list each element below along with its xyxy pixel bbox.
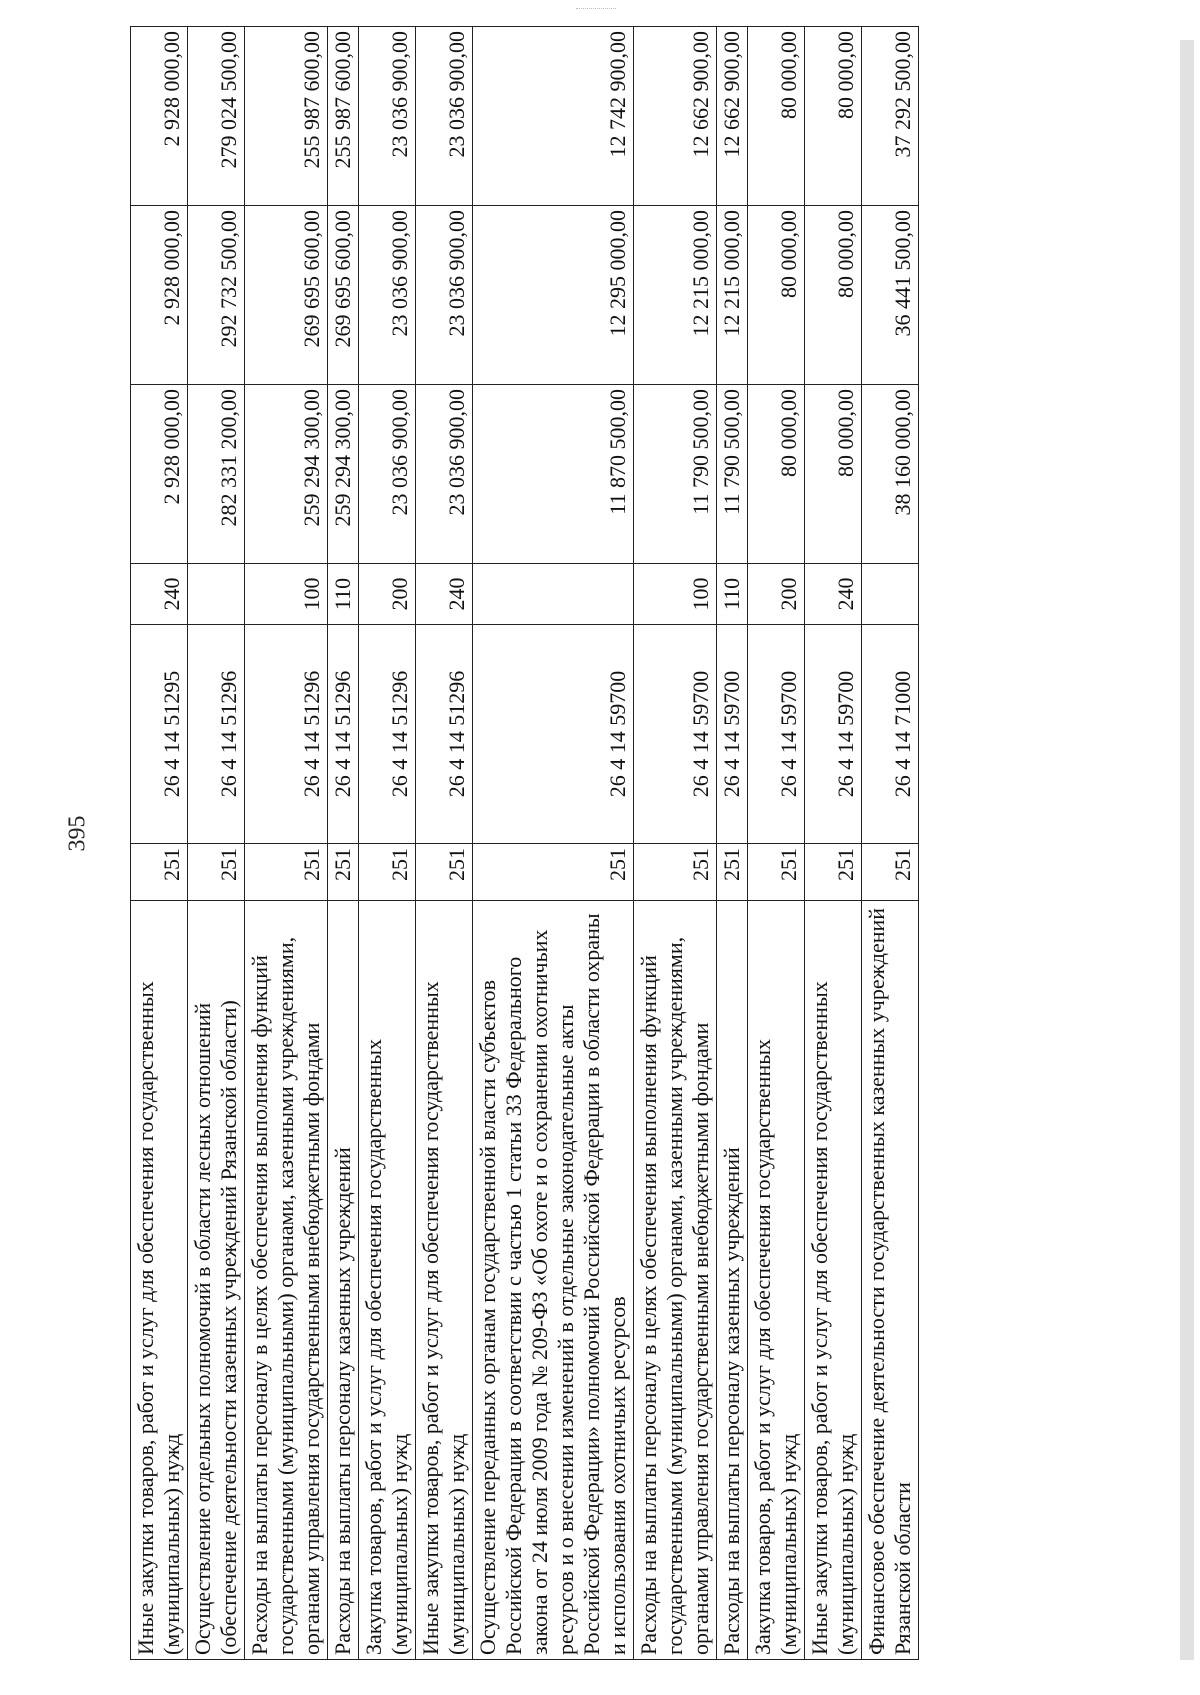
table-row	[862, 27, 919, 1660]
row-name: Иные закупки товаров, работ и услуг для обеспечения государственных (муниципальных) нужд	[131, 901, 188, 1660]
row-gr-code: 251	[748, 844, 805, 901]
row-vr-code: 240	[416, 564, 473, 625]
row-vr-code	[862, 564, 919, 625]
row-vr-code: 200	[748, 564, 805, 625]
row-amount-year3: 12 662 900,00	[634, 27, 717, 206]
budget-table-body	[131, 27, 919, 1660]
scan-edge-artifact	[1180, 40, 1194, 1660]
row-amount-year1: 11 870 500,00	[473, 385, 634, 564]
row-amount-year2: 36 441 500,00	[862, 206, 919, 385]
row-amount-year3: 37 292 500,00	[862, 27, 919, 206]
row-amount-year1: 2 928 000,00	[131, 385, 188, 564]
table-row	[805, 27, 862, 1660]
row-name: Осуществление отдельных полномочий в области лесных отношений (обеспечение деятельности казенных учреждений Рязанской области)	[188, 901, 245, 1660]
row-gr-code: 251	[131, 844, 188, 901]
row-amount-year3: 80 000,00	[805, 27, 862, 206]
row-amount-year3: 12 742 900,00	[473, 27, 634, 206]
row-cs-code: 26 4 14 71000	[862, 625, 919, 844]
row-amount-year3: 12 662 900,00	[717, 27, 748, 206]
row-name: Расходы на выплаты персоналу казенных учреждений	[717, 901, 748, 1660]
row-name: Закупка товаров, работ и услуг для обеспечения государственных (муниципальных) нужд	[748, 901, 805, 1660]
row-amount-year1: 38 160 000,00	[862, 385, 919, 564]
row-amount-year1: 80 000,00	[748, 385, 805, 564]
table-row	[717, 27, 748, 1660]
table-row	[634, 27, 717, 1660]
row-amount-year3: 255 987 600,00	[328, 27, 359, 206]
row-gr-code: 251	[473, 844, 634, 901]
row-name: Расходы на выплаты персоналу в целях обеспечения выполнения функций государственными (муниципальными) органами, казенными учреждениями, органами управления государственными внебюджетными фондами	[245, 901, 328, 1660]
table-row	[359, 27, 416, 1660]
row-name: Финансовое обеспечение деятельности государственных казенных учреждений Рязанской области	[862, 901, 919, 1660]
row-gr-code: 251	[416, 844, 473, 901]
row-amount-year3: 23 036 900,00	[359, 27, 416, 206]
row-cs-code: 26 4 14 51296	[188, 625, 245, 844]
row-cs-code: 26 4 14 59700	[717, 625, 748, 844]
row-gr-code: 251	[359, 844, 416, 901]
row-amount-year3: 255 987 600,00	[245, 27, 328, 206]
row-amount-year1: 259 294 300,00	[328, 385, 359, 564]
row-cs-code: 26 4 14 51296	[416, 625, 473, 844]
row-amount-year3: 23 036 900,00	[416, 27, 473, 206]
row-amount-year2: 269 695 600,00	[245, 206, 328, 385]
row-amount-year1: 23 036 900,00	[359, 385, 416, 564]
row-amount-year2: 12 215 000,00	[634, 206, 717, 385]
row-gr-code: 251	[805, 844, 862, 901]
row-cs-code: 26 4 14 59700	[805, 625, 862, 844]
row-amount-year1: 259 294 300,00	[245, 385, 328, 564]
row-name: Иные закупки товаров, работ и услуг для обеспечения государственных (муниципальных) нужд	[416, 901, 473, 1660]
budget-table	[130, 26, 919, 1660]
row-amount-year2: 80 000,00	[805, 206, 862, 385]
row-cs-code: 26 4 14 51296	[328, 625, 359, 844]
row-gr-code: 251	[634, 844, 717, 901]
table-row	[416, 27, 473, 1660]
row-gr-code: 251	[862, 844, 919, 901]
table-row	[245, 27, 328, 1660]
row-amount-year1: 282 331 200,00	[188, 385, 245, 564]
table-row	[131, 27, 188, 1660]
table-row	[473, 27, 634, 1660]
row-name: Расходы на выплаты персоналу казенных учреждений	[328, 901, 359, 1660]
row-cs-code: 26 4 14 59700	[634, 625, 717, 844]
row-amount-year1: 11 790 500,00	[717, 385, 748, 564]
row-vr-code: 240	[131, 564, 188, 625]
row-amount-year2: 23 036 900,00	[416, 206, 473, 385]
row-amount-year2: 2 928 000,00	[131, 206, 188, 385]
row-amount-year3: 80 000,00	[748, 27, 805, 206]
row-amount-year1: 80 000,00	[805, 385, 862, 564]
row-name: Осуществление переданных органам государственной власти субъектов Российской Федерации в соответствии с частью 1 статьи 33 Федерального закона от 24 июля 2009 года № 209-ФЗ «Об охоте и о сохранении охотничьих ресурсов и о внесении изменений в отдельные законодательные акты Российской Федерации» полномочий Российской Федерации в области охраны и использования охотничьих ресурсов	[473, 901, 634, 1660]
scan-artifact	[576, 8, 616, 11]
row-amount-year2: 12 295 000,00	[473, 206, 634, 385]
row-vr-code: 100	[634, 564, 717, 625]
table-row	[188, 27, 245, 1660]
row-amount-year2: 12 215 000,00	[717, 206, 748, 385]
row-cs-code: 26 4 14 51296	[359, 625, 416, 844]
row-vr-code: 200	[359, 564, 416, 625]
row-name: Расходы на выплаты персоналу в целях обеспечения выполнения функций государственными (муниципальными) органами, казенными учреждениями, органами управления государственными внебюджетными фондами	[634, 901, 717, 1660]
row-amount-year2: 292 732 500,00	[188, 206, 245, 385]
table-row	[328, 27, 359, 1660]
row-cs-code: 26 4 14 51296	[245, 625, 328, 844]
row-vr-code: 240	[805, 564, 862, 625]
row-name: Закупка товаров, работ и услуг для обеспечения государственных (муниципальных) нужд	[359, 901, 416, 1660]
row-vr-code	[473, 564, 634, 625]
row-vr-code: 110	[328, 564, 359, 625]
row-vr-code: 110	[717, 564, 748, 625]
row-gr-code: 251	[328, 844, 359, 901]
row-gr-code: 251	[188, 844, 245, 901]
row-amount-year3: 279 024 500,00	[188, 27, 245, 206]
row-amount-year3: 2 928 000,00	[131, 27, 188, 206]
row-vr-code: 100	[245, 564, 328, 625]
row-cs-code: 26 4 14 51295	[131, 625, 188, 844]
row-cs-code: 26 4 14 59700	[473, 625, 634, 844]
row-amount-year1: 11 790 500,00	[634, 385, 717, 564]
row-vr-code	[188, 564, 245, 625]
row-amount-year2: 269 695 600,00	[328, 206, 359, 385]
rotated-table-container	[130, 31, 1130, 1660]
row-amount-year1: 23 036 900,00	[416, 385, 473, 564]
row-amount-year2: 80 000,00	[748, 206, 805, 385]
row-amount-year2: 23 036 900,00	[359, 206, 416, 385]
table-row	[748, 27, 805, 1660]
row-gr-code: 251	[245, 844, 328, 901]
row-cs-code: 26 4 14 59700	[748, 625, 805, 844]
row-gr-code: 251	[717, 844, 748, 901]
page-number: 395	[64, 815, 91, 852]
row-name: Иные закупки товаров, работ и услуг для обеспечения государственных (муниципальных) нужд	[805, 901, 862, 1660]
